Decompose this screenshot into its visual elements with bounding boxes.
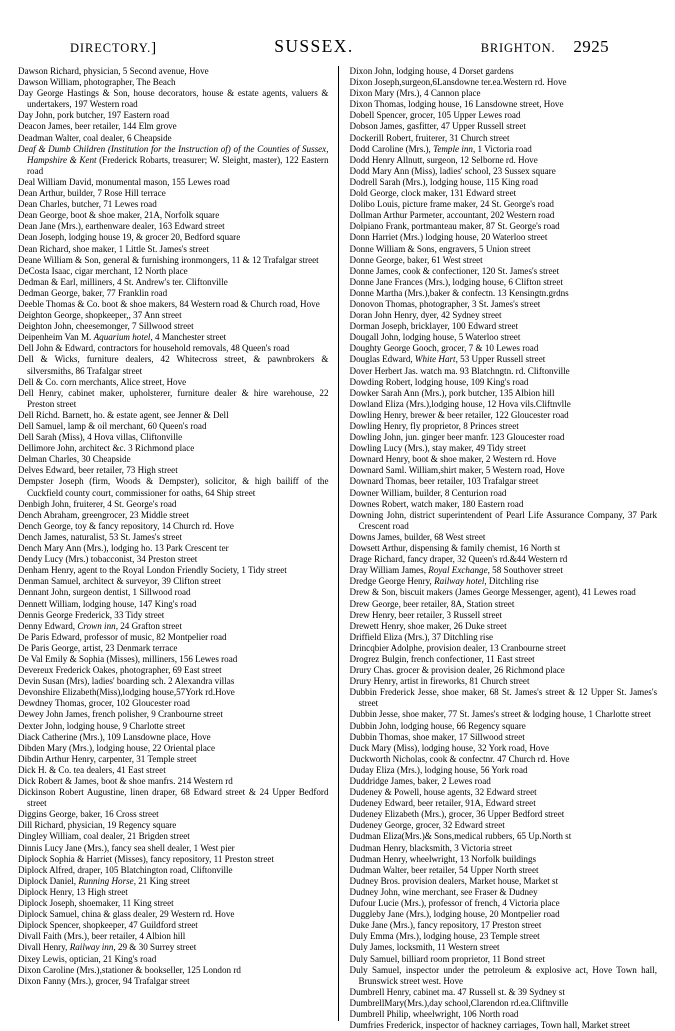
directory-entry: Dell & Wicks, furniture dealers, 42 Whitecross street, & pawnbrokers & silversmiths, 86 Trafalgar street (18, 354, 329, 376)
directory-entry: Delves Edward, beer retailer, 73 High street (18, 465, 178, 476)
directory-entry: Dumfries Frederick, inspector of hackney carriages, Town hall, Market street (349, 1020, 630, 1031)
directory-entry: Dowling Henry, fly proprietor, 8 Princes street (349, 421, 519, 431)
directory-entry: Dickinson Robert Augustine, linen draper, 68 Edward street & 24 Upper Bedford street (18, 787, 329, 809)
running-head-right (481, 37, 609, 57)
directory-entry: Dench James, naturalist, 53 St. James's street (18, 531, 183, 542)
directory-entry: Dell John & Edward, contractors for household removals, 48 Queen's road (18, 343, 290, 354)
running-head-county: SUSSEX. (274, 36, 354, 56)
directory-entry: Doughty George Gooch, grocer, 7 & 10 Lewes road (349, 343, 539, 354)
directory-entry: Dubbin Thomas, shoe maker, 17 Sillwood street (349, 731, 525, 742)
directory-entry: Dodrell Sarah (Mrs.), lodging house, 115 King road (349, 176, 539, 187)
directory-entry: Duly Samuel, inspector under the petroleum & explosive act, Hove Town hall, Brunswick street west. Hove (349, 964, 657, 986)
directory-entry: Deighton John, cheesemonger, 7 Sillwood street (18, 321, 194, 332)
directory-entry: Deadman Walter, coal dealer, 6 Cheapside (18, 132, 172, 143)
directory-entry: Donne George, baker, 61 West street (349, 254, 483, 265)
directory-entry: Deacon James, beer retailer, 144 Elm grove (18, 121, 177, 132)
directory-entry: Dobell Spencer, grocer, 105 Upper Lewes road (349, 110, 521, 121)
directory-entry: Dendy Lucy (Mrs.) tobacconist, 34 Preston street (18, 554, 198, 565)
directory-entry: Dubbin Frederick Jesse, shoe maker, 68 St. James's street & 12 Upper St. James's street (349, 687, 657, 709)
directory-entry: Dodd Henry Allnutt, surgeon, 12 Selborne rd. Hove (349, 154, 538, 165)
directory-entry: Drury Henry, artist in fireworks, 81 Church street (349, 676, 530, 687)
directory-entry: Dowland Eliza (Mrs.),lodging house, 12 Hova vils.Cliftnvlle (349, 398, 571, 409)
directory-entry: Denman Samuel, architect & surveyor, 39 Clifton street (18, 576, 221, 587)
directory-entry: Drewett Henry, shoe maker, 26 Duke street (349, 620, 507, 631)
directory-entry: Dean Charles, butcher, 71 Lewes road (18, 199, 157, 210)
directory-entry: Dingley William, coal dealer, 21 Brigden street (18, 831, 190, 842)
directory-entry: Dixon Thomas, lodging house, 16 Lansdowne street, Hove (349, 99, 564, 110)
directory-entry: De Val Emily & Sophia (Misses), milliners, 156 Lewes road (18, 653, 238, 664)
directory-entry: Diplock Sophia & Harriet (Misses), fancy repository, 11 Preston street (18, 853, 274, 864)
directory-entry-list-left (18, 66, 329, 987)
directory-entry: Dellimore John, architect &c. 3 Richmond place (18, 443, 195, 454)
directory-entry: Devin Susan (Mrs), ladies' boarding sch. 2 Alexandra villas (18, 676, 235, 687)
directory-entry: Dudney Bros. provision dealers, Market house, Market st (349, 875, 559, 886)
directory-entry: Dollman Arthur Parmeter, accountant, 202 Western road (349, 210, 555, 221)
directory-entry: DeCosta Isaac, cigar merchant, 12 North place (18, 265, 188, 276)
directory-entry: Dudman Henry, blacksmith, 3 Victoria street (349, 842, 513, 853)
directory-entry: Dennant John, surgeon dentist, 1 Sillwood road (18, 587, 191, 598)
directory-entry: Denham Henry, agent to the Royal London Friendly Society, 1 Tidy street (18, 565, 287, 576)
directory-entry: Dell Richd. Barnett, ho. & estate agent, see Jenner & Dell (18, 409, 229, 420)
directory-entry: Dick H. & Co. tea dealers, 41 East street (18, 764, 166, 775)
running-head-directory-label: DIRECTORY. (70, 41, 152, 55)
directory-entry: Dowling Henry, brewer & beer retailer, 122 Gloucester road (349, 409, 569, 420)
directory-entry: Duck Mary (Miss), lodging house, 32 York road, Hove (349, 742, 550, 753)
directory-entry: Dodd Mary Ann (Miss), ladies' school, 23 Sussex square (349, 165, 556, 176)
directory-entry: Dell Sarah (Miss), 4 Hova villas, Cliftonville (18, 432, 183, 443)
directory-entry: Deighton George, shopkeeper,, 37 Ann street (18, 310, 182, 321)
directory-entry: Dinnis Lucy Jane (Mrs.), fancy sea shell dealer, 1 West pier (18, 842, 235, 853)
directory-entry: Dudeney George, grocer, 32 Edward street (349, 820, 505, 831)
directory-column-left (18, 66, 338, 1021)
directory-entry: Drage Richard, fancy draper, 32 Queen's rd.&44 Western rd (349, 554, 568, 565)
directory-entry: Diggins George, baker, 16 Cross street (18, 809, 159, 820)
directory-entry: Dixon Mary (Mrs.), 4 Cannon place (349, 88, 481, 99)
directory-entry: Day John, pork butcher, 197 Eastern road (18, 110, 170, 121)
directory-entry: Duggleby Jane (Mrs.), lodging house, 20 Montpelier road (349, 909, 560, 920)
directory-entry: Dudney John, wine merchant, see Fraser & Dudney (349, 886, 538, 897)
directory-entry: Dufour Lucie (Mrs.), professor of french, 4 Victoria place (349, 898, 560, 909)
directory-entry: Dibdin Arthur Henry, carpenter, 31 Temple street (18, 753, 197, 764)
directory-entry: Dick Robert & James, boot & shoe manfrs. 214 Western rd (18, 776, 233, 786)
directory-entry: Dorman Joseph, bricklayer, 100 Edward street (349, 321, 519, 332)
directory-entry: Dean Arthur, builder, 7 Rose Hill terrace (18, 188, 166, 199)
directory-entry: Dench Abraham, greengrocer, 23 Middle street (18, 509, 190, 520)
directory-entry: Diplock Spencer, shopkeeper, 47 Guildford street (18, 920, 198, 931)
directory-entry: Dewdney Thomas, grocer, 102 Gloucester road (18, 698, 190, 709)
directory-entry: Dedman George, baker, 77 Franklin road (18, 287, 168, 298)
directory-entry: Deaf & Dumb Children (Institution for the Instruction of) of the Counties of Sussex, Hampshire & Kent (Frederick Robarts, treasurer; W. Sleight, master), 122 Eastern road (18, 143, 329, 176)
page-number: 2925 (573, 37, 609, 56)
directory-entry: Donne Jane Frances (Mrs.), lodging house, 6 Clifton street (349, 276, 563, 287)
directory-entry: Dedman & Earl, milliners, 4 St. Andrew's ter. Cliftonville (18, 276, 228, 287)
running-head-left (70, 40, 161, 57)
directory-entry: Divall Henry, Railway inn, 29 & 30 Surrey street (18, 942, 197, 953)
directory-entry: Dray William James, Royal Exchange, 58 Southover street (349, 565, 563, 576)
directory-entry: Doran John Henry, dyer, 42 Sydney street (349, 310, 502, 321)
directory-entry: Drew Henry, beer retailer, 3 Russell street (349, 609, 503, 620)
directory-column-right (338, 66, 658, 1031)
directory-entry: Diplock Joseph, shoemaker, 11 King street (18, 898, 174, 909)
directory-entry: Dougall John, lodging house, 5 Waterloo street (349, 332, 521, 343)
directory-entry: Dewey John James, french polisher, 9 Cranbourne street (18, 709, 223, 720)
directory-entry: Donne Martha (Mrs.),baker & confectn. 13 Kensingtn.grdns (349, 287, 569, 298)
directory-entry: Dobson James, gasfitter, 47 Upper Russell street (349, 121, 526, 132)
directory-entry: Day George Hastings & Son, house decorators, house & estate agents, valuers & undertakers, 197 Western road (18, 88, 329, 110)
directory-entry: Donn Harriet (Mrs.) lodging house, 20 Waterloo street (349, 232, 548, 243)
directory-entry: Diplock Samuel, china & glass dealer, 29 Western rd. Hove (18, 909, 235, 920)
directory-entry: Dean Joseph, lodging house 19, & grocer 20, Bedford square (18, 232, 241, 243)
directory-entry: Duckworth Nicholas, cook & confectnr. 47 Church rd. Hove (349, 753, 570, 764)
directory-entry: Dibden Mary (Mrs.), lodging house, 22 Oriental place (18, 742, 215, 753)
directory-entry: Dolpiano Frank, portmanteau maker, 87 St. George's road (349, 221, 560, 232)
directory-entry: Dudeney Edward, beer retailer, 91A, Edward street (349, 798, 536, 809)
directory-entry: De Paris George, artist, 23 Denmark terrace (18, 642, 178, 653)
directory-entry-list-right (350, 66, 658, 1031)
directory-entry: Duly James, locksmith, 11 Western street (349, 942, 500, 953)
directory-entry: Denbigh John, fruiterer, 4 St. George's road (18, 498, 177, 509)
directory-entry: Duday Eliza (Mrs.), lodging house, 56 York road (349, 764, 528, 775)
directory-entry: Dubbin John, lodging house, 66 Regency square (349, 720, 526, 731)
directory-entry: Dixon Joseph,surgeon,6Lansdowne ter.ea.Western rd. Hove (349, 77, 567, 88)
directory-entry: Downer William, builder, 8 Centurion road (349, 487, 507, 498)
directory-entry: Drury Chas. grocer & provision dealer, 26 Richmond place (349, 665, 565, 676)
directory-entry: Downes Robert, watch maker, 180 Eastern road (349, 498, 524, 509)
directory-entry: Dudeney Elizabeth (Mrs.), grocer, 36 Upper Bedford street (349, 809, 565, 820)
directory-entry: Donne James, cook & confectioner, 120 St. James's street (349, 265, 560, 276)
directory-entry: Dowding Robert, lodging house, 109 King's road (349, 376, 529, 387)
directory-entry: DumbrellMary(Mrs.),day school,Clarendon rd.ea.Cliftnville (349, 997, 569, 1008)
directory-entry: Dixon Fanny (Mrs.), grocer, 94 Trafalgar street (18, 975, 190, 986)
directory-entry: Devonshire Elizabeth(Miss),lodging house,57York rd.Hove (18, 687, 235, 698)
directory-entry: Dold George, clock maker, 131 Edward street (349, 188, 517, 199)
directory-entry: Dodd Caroline (Mrs.), Temple inn, 1 Victoria road (349, 143, 532, 154)
directory-entry: Divall Faith (Mrs.), beer retailer, 4 Albion hill (18, 931, 186, 942)
directory-entry: Donovon Thomas, photographer, 3 St. James's street (349, 298, 541, 309)
directory-entry: Dudman Walter, beer retailer, 54 Upper North street (349, 864, 539, 875)
directory-entry: Dill Richard, physician, 19 Regency square (18, 820, 177, 831)
directory-entry: Dempster Joseph (firm, Woods & Dempster), solicitor, & high bailiff of the Cuckfield county court, commissioner for oaths, 64 Ship street (18, 476, 329, 498)
directory-entry: Duddridge James, baker, 2 Lewes road (349, 776, 491, 786)
directory-entry: Diack Catherine (Mrs.), 109 Lansdowne place, Hove (18, 731, 211, 742)
directory-entry: Duke Jane (Mrs.), fancy repository, 17 Preston street (349, 920, 542, 931)
directory-entry: Dennett William, lodging house, 147 King's road (18, 598, 197, 609)
directory-entry: Dean Richard, shoe maker, 1 Little St. James's street (18, 243, 209, 254)
directory-entry: Deal William David, monumental mason, 155 Lewes road (18, 176, 230, 187)
directory-entry: Donne William & Sons, engravers, 5 Union street (349, 243, 531, 254)
directory-entry: Dean George, boot & shoe maker, 21A, Norfolk square (18, 210, 220, 221)
directory-entry: Dudeney & Powell, house agents, 32 Edward street (349, 787, 537, 798)
directory-entry: Dover Herbert Jas. watch ma. 93 Blatchngtn. rd. Cliftonville (349, 365, 570, 376)
directory-entry: Diplock Daniel, Running Horse, 21 King street (18, 875, 190, 886)
directory-entry: Deipenheim Van M. Aquarium hotel, 4 Manchester street (18, 332, 227, 343)
directory-entry: Dumbrell Henry, cabinet ma. 47 Russell st. & 39 Sydney st (349, 986, 565, 997)
directory-entry: Dowling Lucy (Mrs.), stay maker, 49 Tidy street (349, 443, 526, 454)
directory-entry: Dixon Caroline (Mrs.),stationer & bookseller, 125 London rd (18, 964, 241, 975)
directory-entry: Drincqbier Adolphe, provision dealer, 13 Cranbourne street (349, 642, 566, 653)
directory-entry: Diplock Alfred, draper, 105 Blatchington road, Cliftonville (18, 864, 233, 875)
directory-entry: De Paris Edward, professor of music, 82 Montpelier road (18, 631, 227, 642)
directory-entry: Dell Henry, cabinet maker, upholsterer, furniture dealer & hire warehouse, 22 Preston street (18, 387, 329, 409)
directory-entry: Duly Emma (Mrs.), lodging house, 23 Temple street (349, 931, 540, 942)
running-head-bracket: ] (151, 40, 157, 56)
directory-entry: Dumbrell Philip, wheelwright, 106 North road (349, 1008, 519, 1019)
directory-entry: Dowker Sarah Ann (Mrs.), pork butcher, 135 Albion hill (349, 387, 555, 398)
directory-entry: Dowsett Arthur, dispensing & family chemist, 16 North st (349, 543, 561, 554)
directory-entry: Dell & Co. corn merchants, Alice street, Hove (18, 376, 187, 387)
running-head (18, 36, 657, 57)
directory-entry: Dell Samuel, lamp & oil merchant, 60 Queen's road (18, 421, 207, 431)
directory-entry: Duly Samuel, billiard room proprietor, 11 Bond street (349, 953, 546, 964)
directory-entry: Douglas Edward, White Hart, 53 Upper Russell street (349, 354, 546, 365)
directory-columns (18, 66, 657, 1031)
directory-entry: Dixey Lewis, optician, 21 King's road (18, 953, 157, 964)
directory-entry: Deane William & Son, general & furnishing ironmongers, 11 & 12 Trafalgar street (18, 254, 319, 265)
directory-entry: Dockerill Robert, fruiterer, 31 Church street (349, 132, 510, 143)
directory-entry: Drew George, beer retailer, 8A, Station street (349, 598, 515, 609)
directory-entry: Dench Mary Ann (Mrs.), lodging ho. 13 Park Crescent ter (18, 543, 229, 554)
directory-entry: Driffield Eliza (Mrs.), 37 Ditchling rise (349, 631, 494, 642)
directory-entry: Dean Jane (Mrs.), earthenware dealer, 163 Edward street (18, 221, 225, 232)
directory-entry: Dennis George Frederick, 33 Tidy street (18, 609, 165, 620)
directory-entry: Dudman Eliza(Mrs.)& Sons,medical rubbers, 65 Up.North st (349, 831, 572, 842)
directory-entry: Dawson William, photographer, The Beach (18, 77, 176, 88)
directory-entry: Downing John, district superintendent of Pearl Life Assurance Company, 37 Park Crescent road (349, 509, 657, 531)
directory-entry: Downard Thomas, beer retailer, 103 Trafalgar street (349, 476, 539, 487)
directory-entry: Dawson Richard, physician, 5 Second avenue, Hove (18, 66, 209, 76)
directory-entry: Devereux Frederick Oakes, photographer, 69 East street (18, 665, 222, 676)
directory-entry: Dixon John, lodging house, 4 Dorset gardens (349, 66, 514, 76)
directory-entry: Denny Edward, Crown inn, 24 Grafton street (18, 620, 182, 631)
directory-entry: Deeble Thomas & Co. boot & shoe makers, 84 Western road & Church road, Hove (18, 298, 320, 309)
directory-entry: Drew & Son, biscuit makers (James George Messenger, agent), 41 Lewes road (349, 587, 636, 598)
directory-entry: Downs James, builder, 68 West street (349, 531, 486, 542)
directory-entry: Dudman Henry, wheelwright, 13 Norfolk buildings (349, 853, 537, 864)
running-head-town: BRIGHTON. (480, 41, 556, 55)
directory-entry: Dredge George Henry, Railway hotel, Ditchling rise (349, 576, 539, 587)
directory-entry: Dench George, toy & fancy repository, 14 Church rd. Hove (18, 520, 234, 531)
directory-entry: Downard Henry, boot & shoe maker, 2 Western rd. Hove (349, 454, 557, 465)
directory-entry: Drogrez Bulgin, french confectioner, 11 East street (349, 653, 535, 664)
directory-entry: Dexter John, lodging house, 9 Charlotte street (18, 720, 186, 731)
directory-entry: Dowling John, jun. ginger beer manfr. 123 Gloucester road (349, 432, 565, 443)
directory-entry: Diplock Henry, 13 High street (18, 886, 128, 897)
directory-entry: Dolibo Louis, picture frame maker, 24 St. George's road (349, 199, 554, 210)
directory-entry: Delman Charles, 30 Cheapside (18, 454, 131, 465)
directory-entry: Downard Saml. William,shirt maker, 5 Western road, Hove (349, 465, 565, 476)
directory-entry: Dubbin Jesse, shoe maker, 77 St. James's street & lodging house, 1 Charlotte street (349, 709, 652, 720)
